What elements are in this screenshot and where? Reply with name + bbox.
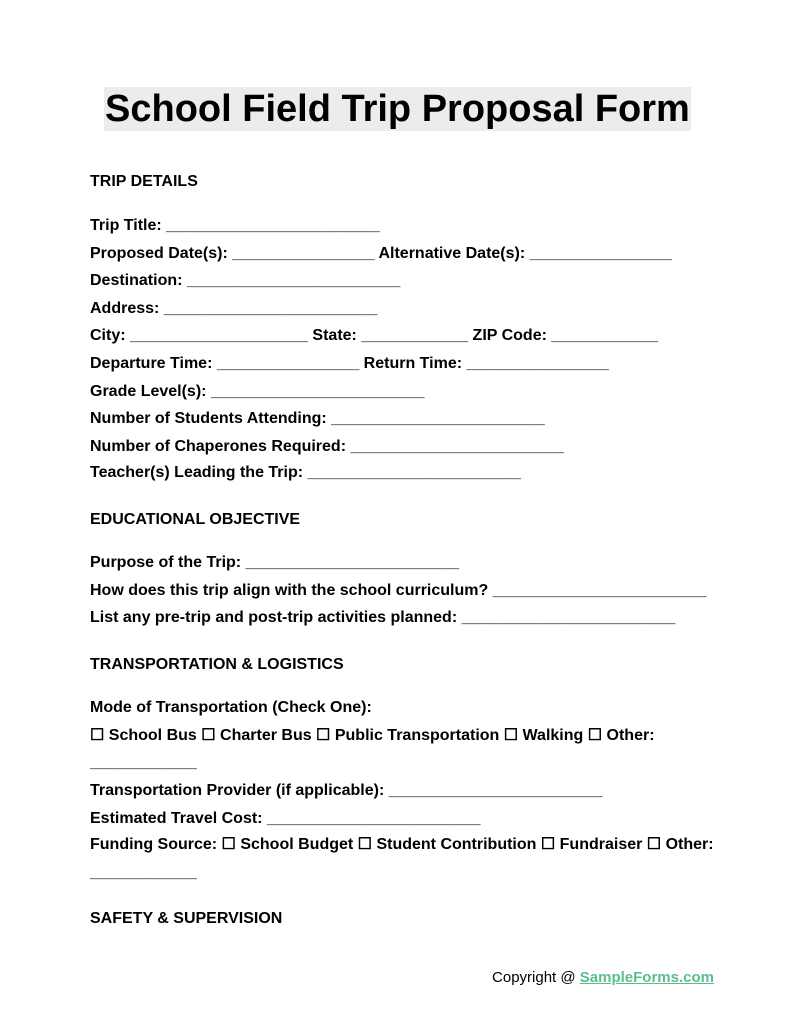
field-teachers: Teacher(s) Leading the Trip: ________________________ — [90, 464, 522, 481]
copyright-text: Copyright @ — [492, 969, 580, 986]
section-heading-educational-objective: EDUCATIONAL OBJECTIVE — [90, 511, 301, 528]
sampleforms-link[interactable]: SampleForms.com — [579, 969, 714, 986]
page-title: School Field Trip Proposal Form — [105, 88, 690, 130]
field-times: Departure Time: ________________ Return Time: ________________ — [90, 355, 609, 372]
field-funding: Funding Source: ☐ School Budget ☐ Student Contribution ☐ Fundraiser ☐ Other: — [90, 836, 714, 853]
field-city-state-zip: City: ____________________ State: ____________ ZIP Code: ____________ — [90, 327, 659, 344]
field-chaperones: Number of Chaperones Required: ________________________ — [90, 438, 565, 455]
field-curriculum: How does this trip align with the school curriculum? ________________________ — [90, 582, 707, 599]
field-mode-options: ☐ School Bus ☐ Charter Bus ☐ Public Transportation ☐ Walking ☐ Other: — [90, 727, 655, 744]
section-heading-safety: SAFETY & SUPERVISION — [90, 910, 283, 927]
field-funding-other-blank: ____________ — [90, 864, 197, 881]
section-heading-trip-details: TRIP DETAILS — [90, 173, 198, 190]
field-purpose: Purpose of the Trip: ________________________ — [90, 554, 460, 571]
copyright-footer — [492, 968, 714, 988]
field-mode-other-blank: ____________ — [90, 754, 197, 771]
field-address: Address: ________________________ — [90, 300, 378, 317]
field-trip-title: Trip Title: ________________________ — [90, 217, 380, 234]
field-provider: Transportation Provider (if applicable): ________________________ — [90, 782, 603, 799]
field-students: Number of Students Attending: ________________________ — [90, 410, 545, 427]
field-grade-level: Grade Level(s): ________________________ — [90, 383, 425, 400]
section-heading-transportation: TRANSPORTATION & LOGISTICS — [90, 656, 344, 673]
field-activities: List any pre-trip and post-trip activities planned: ________________________ — [90, 609, 676, 626]
field-mode-label: Mode of Transportation (Check One): — [90, 699, 372, 716]
field-cost: Estimated Travel Cost: ________________________ — [90, 810, 481, 827]
field-dates: Proposed Date(s): ________________ Alternative Date(s): ________________ — [90, 245, 672, 262]
field-destination: Destination: ________________________ — [90, 272, 401, 289]
